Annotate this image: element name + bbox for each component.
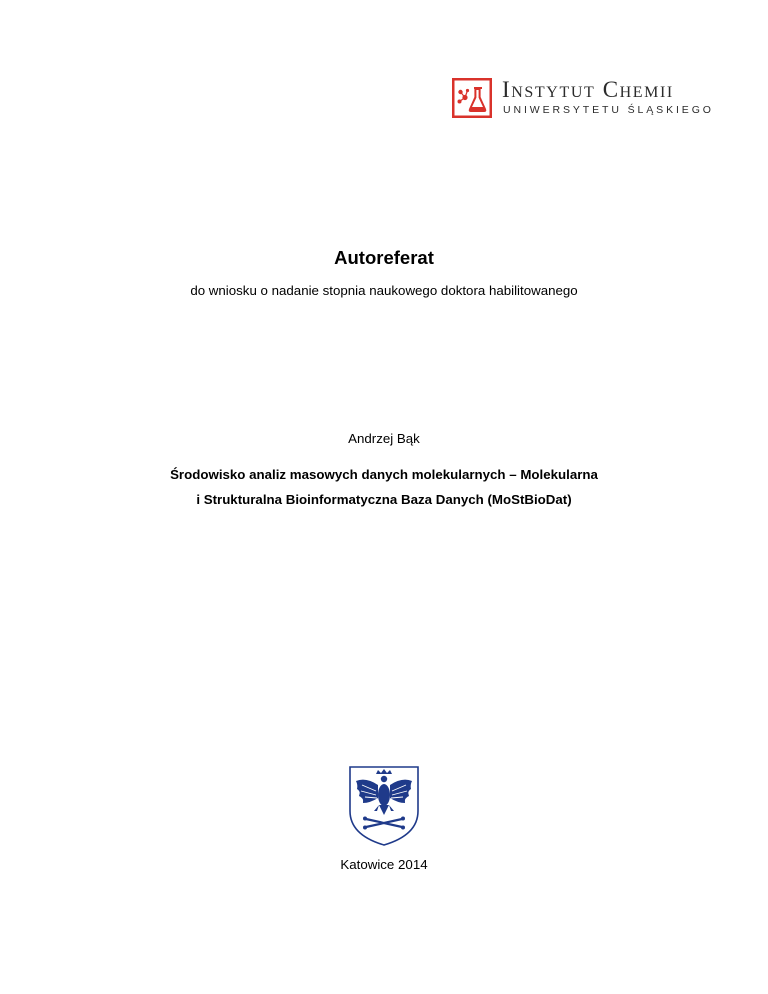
place-and-year: Katowice 2014	[340, 857, 428, 872]
thesis-title	[0, 462, 768, 512]
institute-name: Instytut Chemii	[502, 77, 674, 102]
institute-subtitle: UNIWERSYTETU ŚLĄSKIEGO	[503, 104, 714, 116]
document-subtitle: do wniosku o nadanie stopnia naukowego doktora habilitowanego	[190, 283, 578, 298]
flask-molecule-icon	[452, 78, 492, 118]
document-title: Autoreferat	[334, 247, 434, 268]
author-name: Andrzej Bąk	[348, 431, 420, 446]
thesis-title-line-1: Środowisko analiz masowych danych molekularnych – Molekularna	[170, 467, 598, 482]
thesis-title-line-2: i Strukturalna Bioinformatyczna Baza Danych (MoStBioDat)	[196, 492, 572, 507]
institute-logo	[452, 78, 722, 120]
eagle-shield-emblem-icon	[348, 765, 420, 847]
